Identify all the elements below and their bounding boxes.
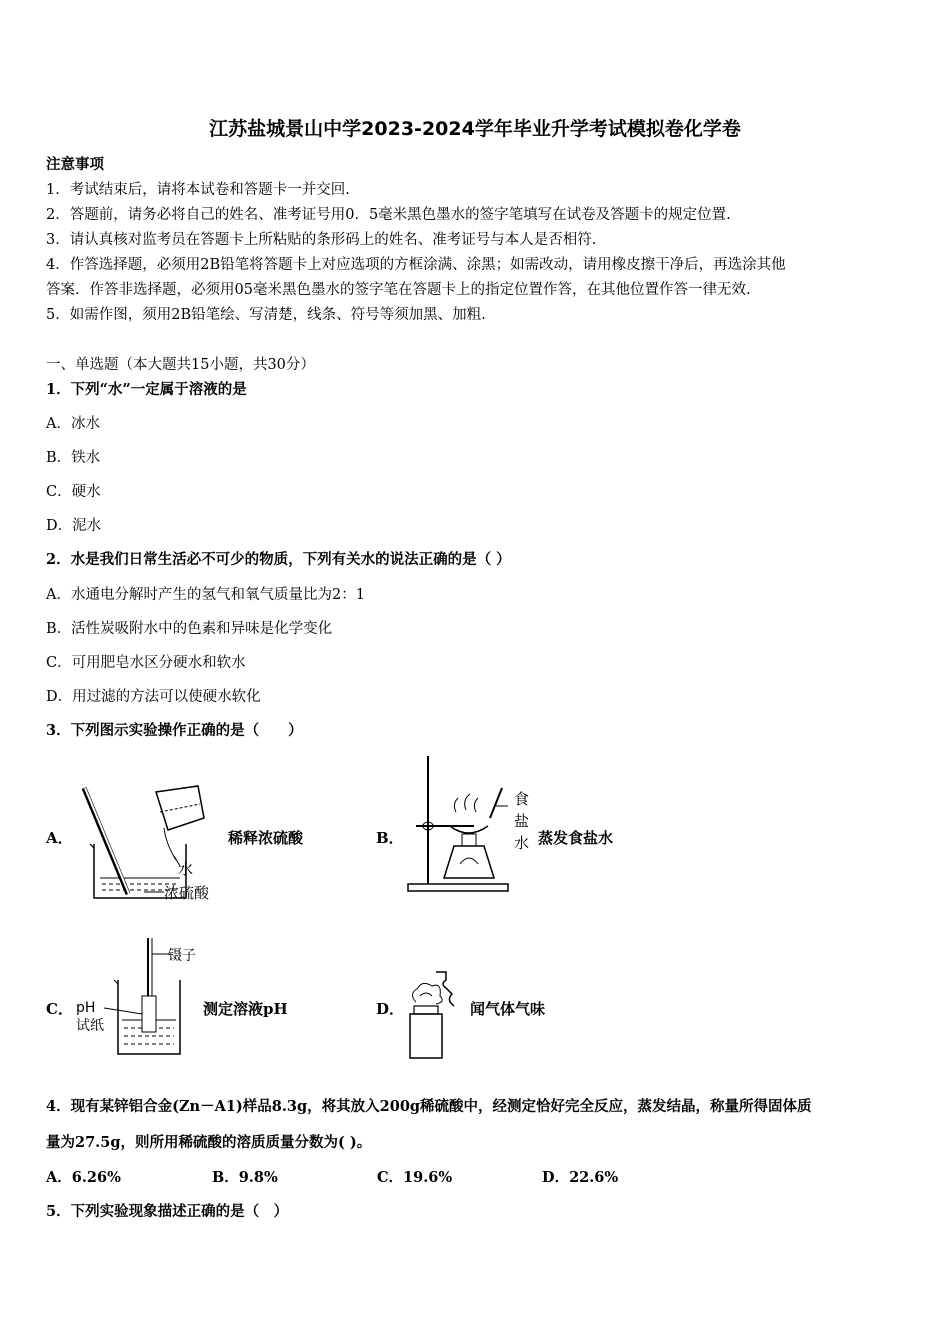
question-5-stem: 5．下列实验现象描述正确的是（ ） [46,1203,289,1220]
fig-tweezer-label: 镊子 [168,948,196,964]
notice-item: 5．如需作图，须用2B铅笔绘、写清楚，线条、符号等须加黑、加粗. [46,307,486,323]
q1-option-b: B．铁水 [46,450,101,466]
page-title: 江苏盐城景山中学2023-2024学年毕业升学考试模拟卷化学卷 [209,118,741,140]
q2-option-d: D．用过滤的方法可以使硬水软化 [46,689,261,705]
notice-item: 答案．作答非选择题，必须用05毫米黑色墨水的签字笔在答题卡上的指定位置作答，在其他位置作答一律无效. [46,282,751,298]
ph-test-figure [74,934,202,1058]
q1-option-c: C．硬水 [46,484,101,500]
notice-item: 4．作答选择题，必须用2B铅笔将答题卡上对应选项的方框涂满、涂黑；如需改动，请用橡皮擦干净后，再选涂其他 [46,257,786,273]
q4-option-a: A．6.26% [46,1169,121,1186]
smell-gas-figure [402,966,470,1062]
q3-option-d-label: D． [376,1000,405,1018]
notice-item: 1．考试结束后，请将本试卷和答题卡一并交回. [46,182,350,198]
q4-option-b: B．9.8% [212,1169,278,1186]
q2-option-a: A．水通电分解时产生的氢气和氧气质量比为2：1 [46,587,365,603]
evaporation-figure [404,752,534,894]
q3-option-a-label: A． [46,829,73,847]
fig-salt-label-3: 水 [514,834,530,852]
q4-option-c: C．19.6% [377,1169,453,1186]
q4-option-d: D．22.6% [542,1169,619,1186]
q3-option-c-label: C． [46,1000,73,1018]
q3-option-d-caption: 闻气体气味 [470,1000,546,1018]
fig-water-label: 水 [178,860,194,878]
fig-ph-label: pH [76,1000,96,1016]
fig-acid-label: 浓硫酸 [164,884,210,902]
question-3-stem: 3．下列图示实验操作正确的是（ ） [46,722,303,739]
fig-paper-label: 试纸 [76,1018,104,1034]
fig-salt-label-1: 食 [514,790,530,808]
q2-option-c: C．可用肥皂水区分硬水和软水 [46,655,246,671]
q2-option-b: B．活性炭吸附水中的色素和异味是化学变化 [46,621,333,637]
q3-option-c-caption: 测定溶液pH [203,1000,288,1018]
q3-option-b-label: B． [376,829,404,847]
notice-item: 3．请认真核对监考员在答题卡上所粘贴的条形码上的姓名、准考证号与本人是否相符. [46,232,597,248]
notice-heading: 注意事项 [46,156,104,173]
q3-option-a-caption: 稀释浓硫酸 [228,829,304,847]
section-heading: 一、单选题（本大题共15小题，共30分） [46,357,315,373]
question-4-stem-line-2: 量为27.5g，则所用稀硫酸的溶质质量分数为( )。 [46,1134,372,1151]
dilute-acid-figure [76,782,226,906]
question-4-stem-line-1: 4．现有某锌铝合金(Zn－A1)样品8.3g，将其放入200g稀硫酸中，经测定恰好完全反应，蒸发结晶，称量所得固体质 [46,1098,812,1115]
fig-salt-label-2: 盐 [514,812,530,830]
q1-option-d: D．泥水 [46,518,102,534]
question-2-stem: 2．水是我们日常生活必不可少的物质，下列有关水的说法正确的是（ ） [46,551,511,568]
notice-item: 2．答题前，请务必将自己的姓名、准考证号用0．5毫米黑色墨水的签字笔填写在试卷及答题卡的规定位置. [46,207,731,223]
q1-option-a: A．冰水 [46,416,100,432]
question-1-stem: 1．下列“水”一定属于溶液的是 [46,381,247,398]
q3-option-b-caption: 蒸发食盐水 [538,829,614,847]
